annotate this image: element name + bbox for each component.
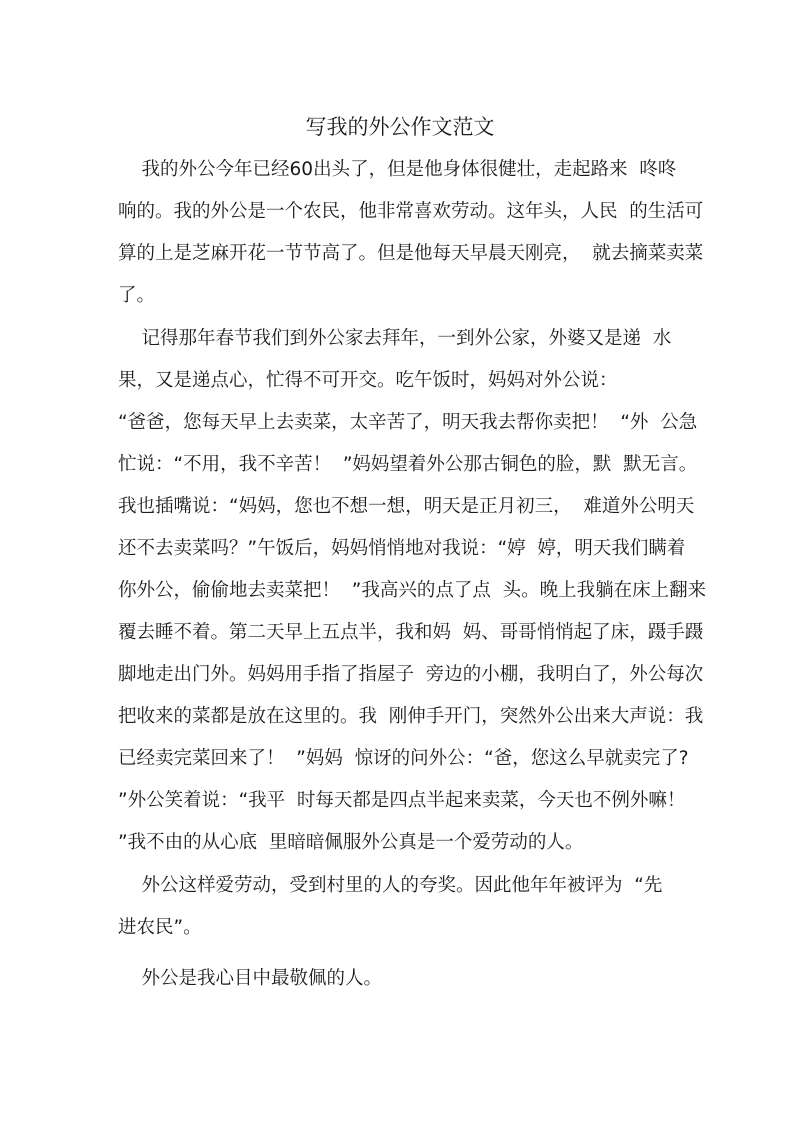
text-line: 果，又是递点心，忙得不可开交。吃午饭时，妈妈对外公说： xyxy=(118,370,618,391)
text-line: 我的外公今年已经60出头了，但是他身体很健壮，走起路来 咚咚 xyxy=(118,159,677,180)
document-title: 写我的外公作文范文 xyxy=(305,115,495,139)
text-line: 外公是我心目中最敬佩的人。 xyxy=(118,968,383,989)
text-line: 响的。我的外公是一个农民，他非常喜欢劳动。这年头，人民 的生活可 xyxy=(118,201,704,222)
text-line: ”我不由的从心底 里暗暗佩服外公真是一个爱劳动的人。 xyxy=(118,832,584,853)
text-line: 已经卖完菜回来了！ ”妈妈 惊讶的问外公：“爸，您这么早就卖完了? xyxy=(118,748,689,769)
text-line: 算的上是芝麻开花一节节高了。但是他每天早晨天刚亮， 就去摘菜卖菜 xyxy=(118,243,704,264)
text-line: 覆去睡不着。第二天早上五点半，我和妈 妈、哥哥悄悄起了床，蹑手蹑 xyxy=(118,622,704,643)
text-line: 还不去卖菜吗？”午饭后，妈妈悄悄地对我说：“婷 婷，明天我们瞒着 xyxy=(118,538,686,559)
text-line: 外公这样爱劳动，受到村里的人的夸奖。因此他年年被评为 “先 xyxy=(118,875,663,896)
text-line: 你外公，偷偷地去卖菜把！ ”我高兴的点了点 头。晚上我躺在床上翻来 xyxy=(118,580,707,601)
text-line: 脚地走出门外。妈妈用手指了指屋子 旁边的小棚，我明白了，外公每次 xyxy=(118,664,704,685)
text-line: 进农民”。 xyxy=(118,917,202,938)
text-line: 忙说：“不用，我不辛苦！ ”妈妈望着外公那古铜色的脸，默 默无言。 xyxy=(118,454,698,475)
text-line: 了。 xyxy=(118,285,156,306)
text-line: 我也插嘴说：“妈妈，您也不想一想，明天是正月初三， 难道外公明天 xyxy=(118,496,695,517)
text-line: 记得那年春节我们到外公家去拜年，一到外公家，外婆又是递 水 xyxy=(118,328,672,349)
text-line: 把收来的菜都是放在这里的。我 刚伸手开门，突然外公出来大声说：我 xyxy=(118,706,704,727)
text-line: “爸爸，您每天早上去卖菜，太辛苦了，明天我去帮你卖把！ “外 公急 xyxy=(118,412,698,433)
text-line: ”外公笑着说：“我平 时每天都是四点半起来卖菜，今天也不例外嘛！ xyxy=(118,790,686,811)
